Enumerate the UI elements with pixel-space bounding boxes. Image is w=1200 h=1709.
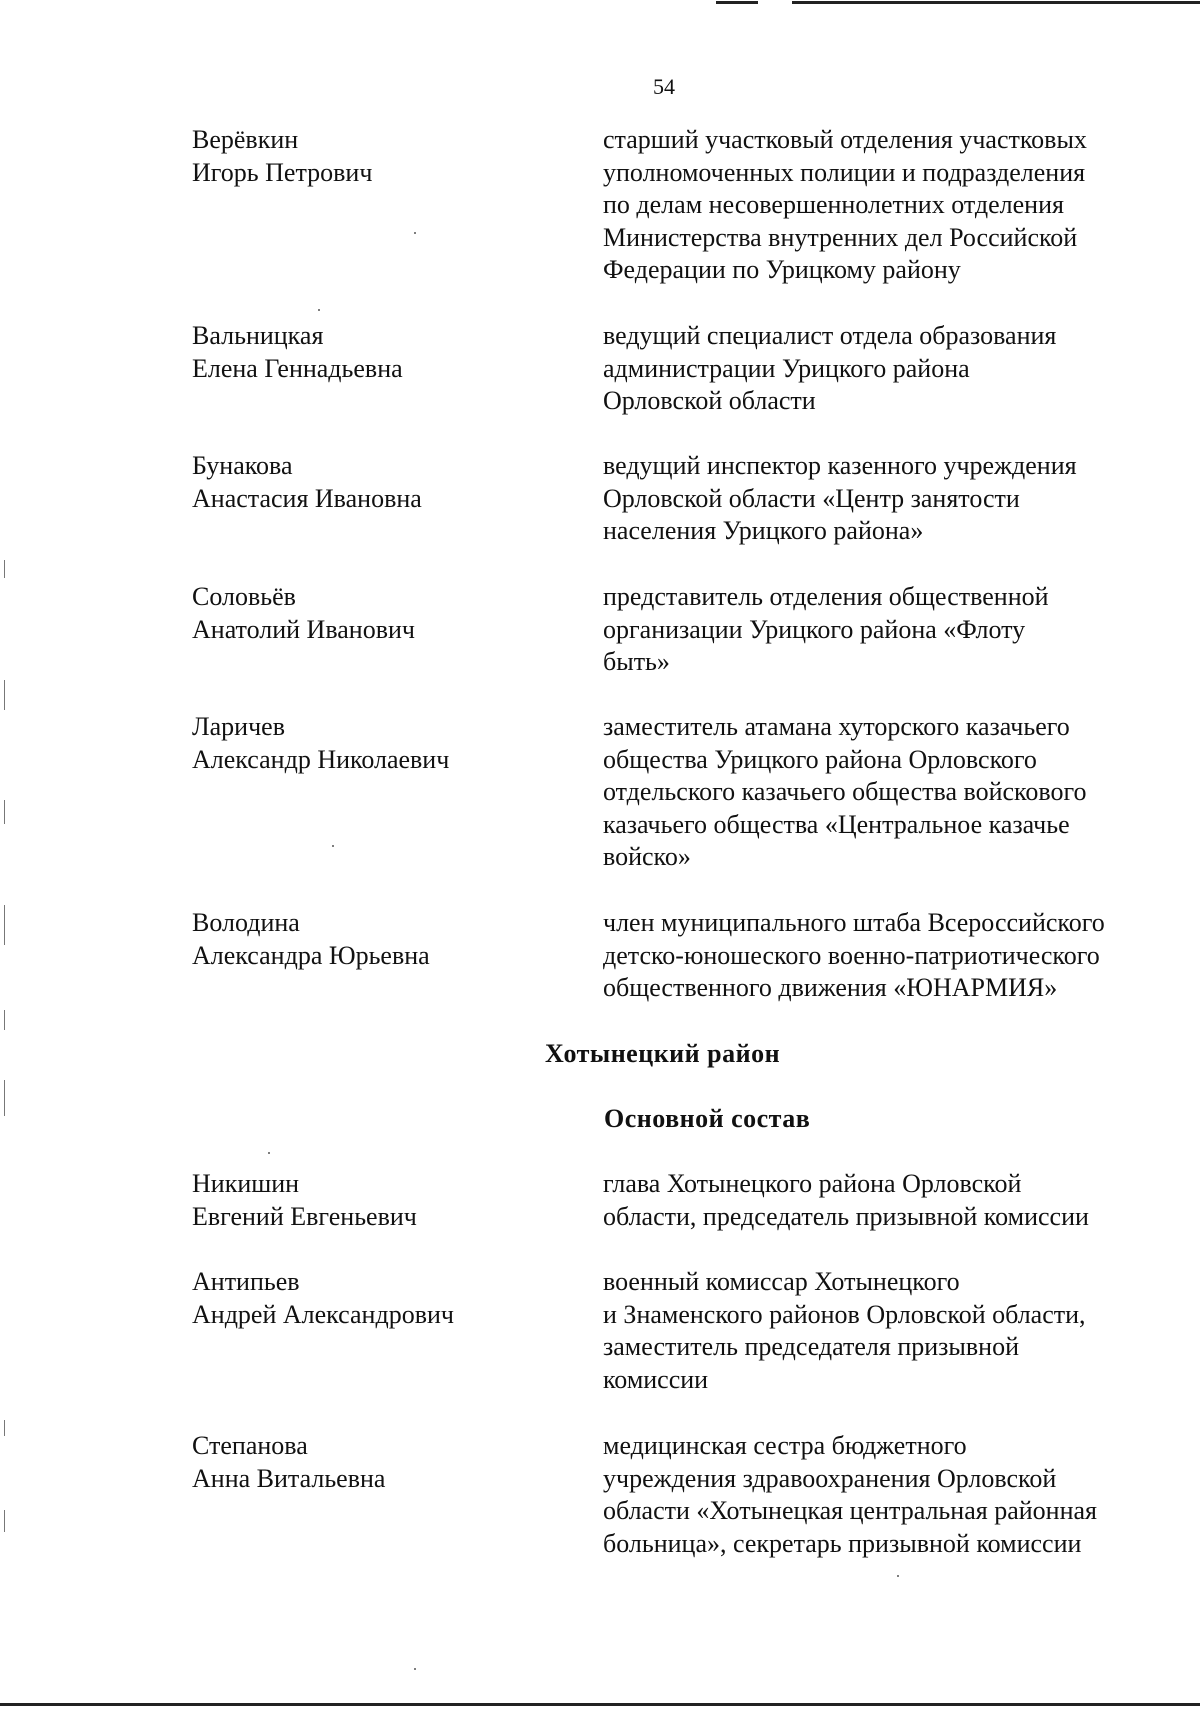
- scan-artifact: [4, 1080, 5, 1116]
- member-name-line: Анастасия Ивановна: [192, 483, 422, 513]
- member-position-line: член муниципального штаба Всероссийского: [603, 908, 1105, 937]
- member-position: [603, 124, 1163, 287]
- member-name-line: Евгений Евгеньевич: [192, 1201, 417, 1231]
- page-number: 54: [653, 74, 675, 99]
- composition-heading: Основной состав: [604, 1104, 811, 1133]
- top-scan-rule-gap: [758, 1, 792, 4]
- member-name: [192, 320, 572, 385]
- member-position-line: представитель отделения общественной: [603, 582, 1049, 611]
- scan-speck: [414, 1668, 416, 1670]
- scan-artifact: [4, 905, 5, 945]
- member-name-line: Анатолий Иванович: [192, 614, 415, 644]
- member-position-line: населения Урицкого района»: [603, 516, 924, 546]
- member-name-line: Вальницкая: [192, 321, 324, 350]
- member-position-line: военный комиссар Хотынецкого: [603, 1267, 960, 1296]
- member-position-line: общественного движения «ЮНАРМИЯ»: [603, 973, 1058, 1003]
- member-name: [192, 450, 572, 515]
- member-name-line: Андрей Александрович: [192, 1299, 454, 1329]
- member-position: [603, 1168, 1163, 1233]
- member-position-line: старший участковый отделения участковых: [603, 125, 1087, 154]
- member-position-line: по делам несовершеннолетних отделения: [603, 190, 1064, 220]
- member-position: [603, 711, 1163, 874]
- scan-artifact: [4, 1510, 5, 1532]
- member-position-line: комиссии: [603, 1364, 709, 1394]
- scan-artifact: [4, 1420, 5, 1436]
- member-position-line: учреждения здравоохранения Орловской: [603, 1463, 1057, 1493]
- member-position-line: и Знаменского районов Орловской области,: [603, 1299, 1086, 1329]
- scan-speck: [414, 232, 416, 234]
- member-name-line: Елена Геннадьевна: [192, 353, 403, 383]
- district-heading: Хотынецкий район: [545, 1039, 781, 1068]
- scan-speck: [318, 309, 320, 311]
- member-position-line: ведущий специалист отдела образования: [603, 321, 1057, 350]
- member-position-line: больница», секретарь призывной комиссии: [603, 1528, 1082, 1558]
- member-name-line: Никишин: [192, 1169, 300, 1198]
- member-name-line: Александр Николаевич: [192, 744, 450, 774]
- member-name-line: Соловьёв: [192, 582, 296, 611]
- scan-artifact: [4, 800, 5, 824]
- member-position-line: администрации Урицкого района: [603, 353, 970, 383]
- member-position-line: заместитель атамана хуторского казачьего: [603, 712, 1070, 741]
- member-position-line: быть»: [603, 647, 670, 677]
- member-name: [192, 124, 572, 189]
- member-name: [192, 581, 572, 646]
- member-position-line: области «Хотынецкая центральная районная: [603, 1496, 1097, 1526]
- member-name-line: Володина: [192, 908, 300, 937]
- member-name-line: Верёвкин: [192, 125, 299, 154]
- member-name: [192, 1266, 572, 1331]
- member-position-line: ведущий инспектор казенного учреждения: [603, 451, 1077, 480]
- scan-artifact: [4, 560, 5, 578]
- member-name-line: Антипьев: [192, 1267, 300, 1296]
- member-position: [603, 581, 1163, 679]
- member-name: [192, 907, 572, 972]
- member-position-line: заместитель председателя призывной: [603, 1332, 1019, 1362]
- member-name-line: Ларичев: [192, 712, 285, 741]
- member-name: [192, 1430, 572, 1495]
- member-position-line: уполномоченных полиции и подразделения: [603, 157, 1086, 187]
- member-position-line: области, председатель призывной комиссии: [603, 1201, 1089, 1231]
- member-position-line: казачьего общества «Центральное казачье: [603, 809, 1070, 839]
- member-position-line: Федерации по Урицкому району: [603, 255, 961, 285]
- member-position: [603, 450, 1163, 548]
- scan-speck: [332, 845, 334, 847]
- bottom-scan-rule: [0, 1703, 1200, 1706]
- member-name-line: Бунакова: [192, 451, 293, 480]
- member-name-line: Игорь Петрович: [192, 157, 373, 187]
- member-position-line: Орловской области: [603, 386, 816, 416]
- member-position: [603, 1430, 1163, 1560]
- member-position: [603, 320, 1163, 418]
- member-name: [192, 1168, 572, 1233]
- member-position-line: детско-юношеского военно-патриотического: [603, 940, 1100, 970]
- member-position-line: Министерства внутренних дел Российской: [603, 222, 1078, 252]
- member-position-line: организации Урицкого района «Флоту: [603, 614, 1026, 644]
- member-position-line: отдельского казачьего общества войскового: [603, 777, 1087, 807]
- member-name-line: Александра Юрьевна: [192, 940, 430, 970]
- member-name-line: Степанова: [192, 1431, 308, 1460]
- member-name-line: Анна Витальевна: [192, 1463, 386, 1493]
- member-position-line: общества Урицкого района Орловского: [603, 744, 1037, 774]
- member-position-line: Орловской области «Центр занятости: [603, 483, 1020, 513]
- member-position-line: медицинская сестра бюджетного: [603, 1431, 967, 1460]
- member-position-line: глава Хотынецкого района Орловской: [603, 1169, 1022, 1198]
- scan-artifact: [4, 680, 5, 710]
- scan-artifact: [4, 1010, 5, 1030]
- scan-speck: [268, 1152, 270, 1154]
- scan-speck: [897, 1575, 899, 1577]
- member-position: [603, 907, 1163, 1005]
- member-position-line: войско»: [603, 842, 691, 872]
- member-name: [192, 711, 572, 776]
- member-position: [603, 1266, 1163, 1396]
